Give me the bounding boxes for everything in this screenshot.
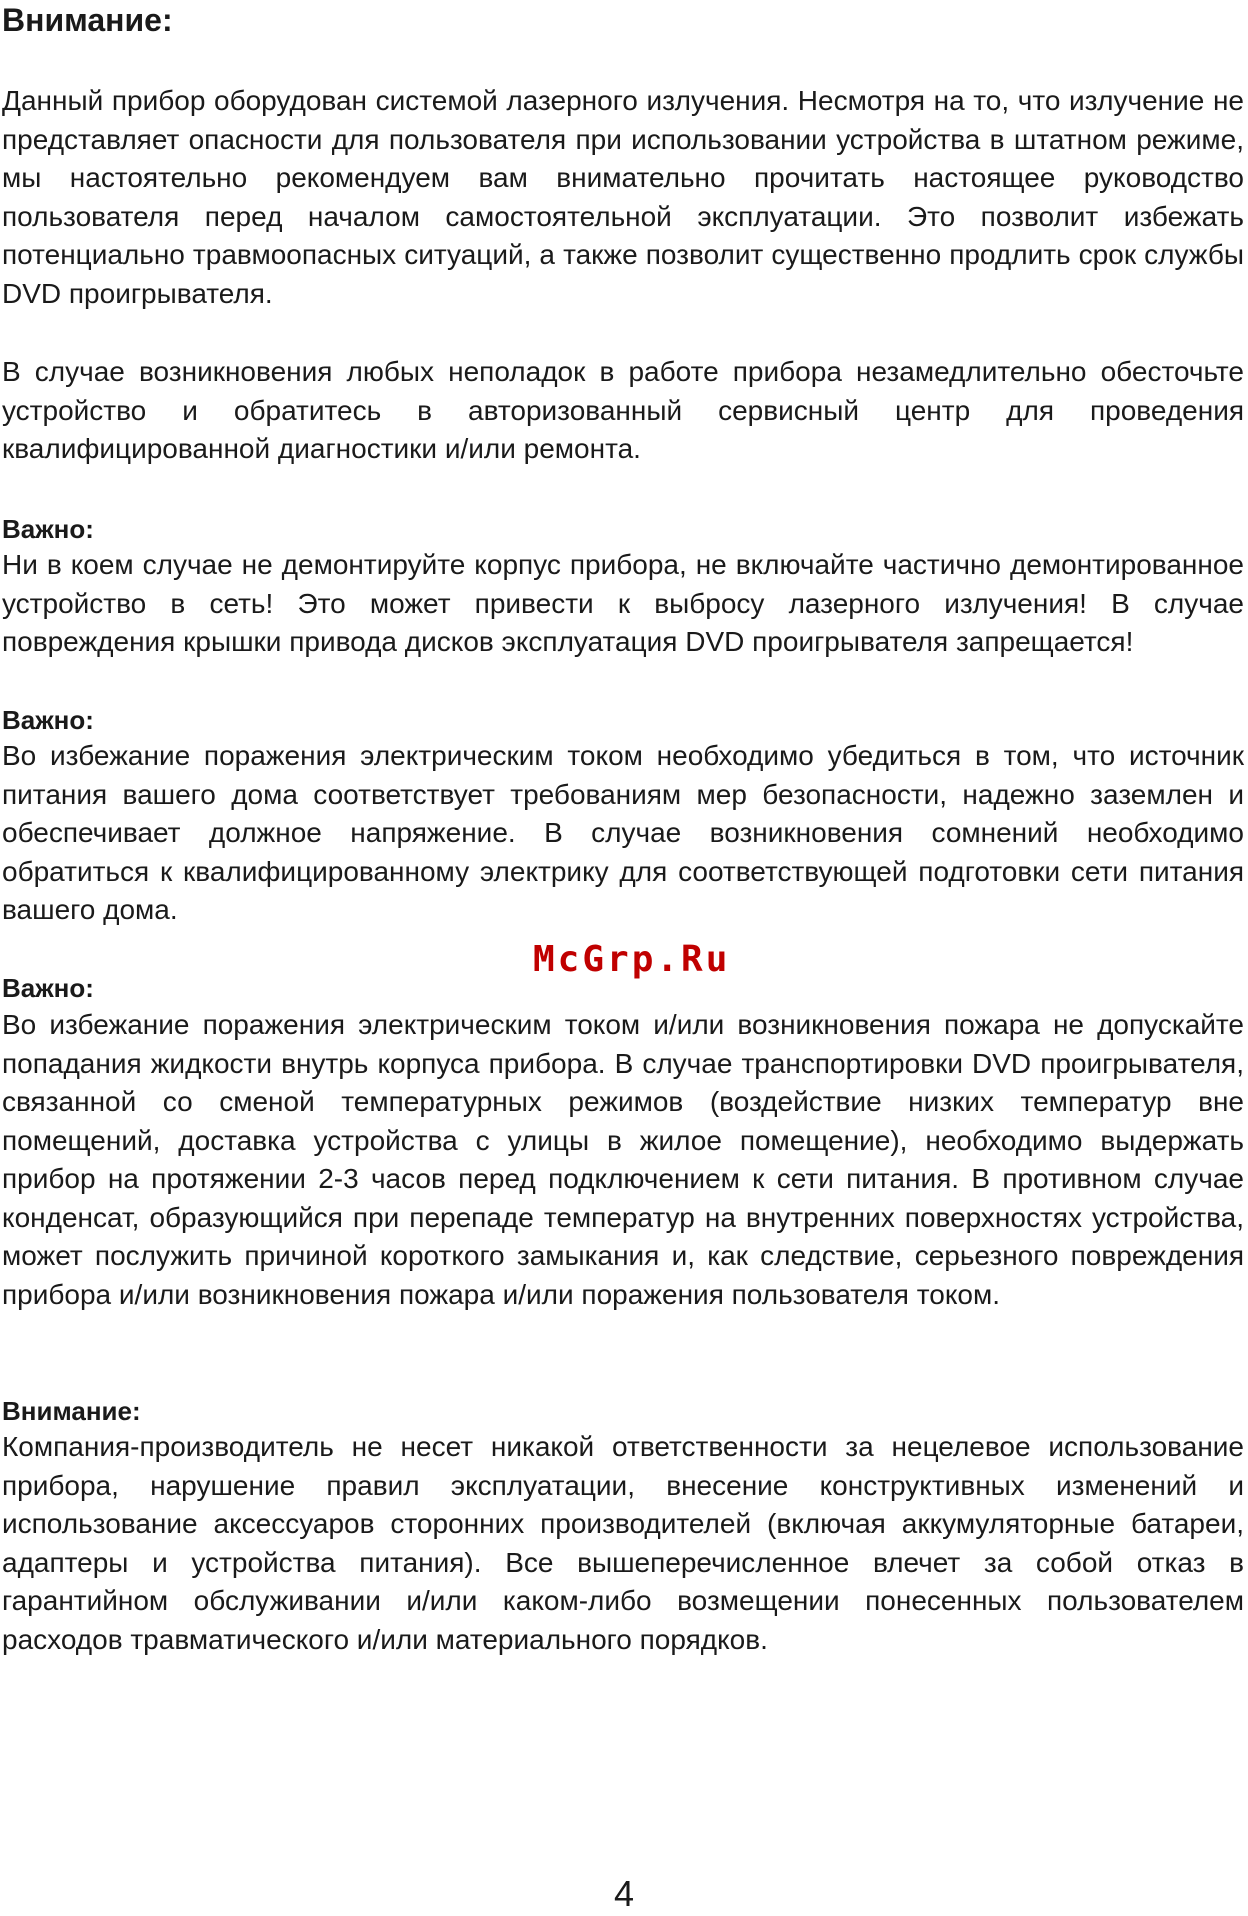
page-heading: Внимание:: [2, 2, 173, 38]
malfunction-paragraph: В случае возникновения любых неполадок в работе прибора незамедлительно обесточьте устройство и обратитесь в авторизованный сервисный центр для проведения квалифицированной диагностики и/или ремонта.: [2, 356, 1244, 464]
liquid-condensation-paragraph: Во избежание поражения электрическим током и/или возникновения пожара не допускайте попадания жидкости внутрь корпуса прибора. В случае транспортировки DVD проигрывателя, связанной со сменой температурных режимов (воздействие низких температур вне помещений, доставка устройства с улицы в жилое помещение), необходимо выдержать прибор на протяжении 2-3 часов перед подключением к сети питания. В противном случае конденсат, образующийся при перепаде температур на внутренних поверхностях устройства, может послужить причиной короткого замыкания и, как следствие, серьезного повреждения прибора и/или возникновения пожара и/или поражения пользователя током.: [2, 1009, 1244, 1310]
important-label-3: Важно:: [2, 973, 94, 1003]
important-label-1: Важно:: [2, 514, 94, 544]
intro-paragraph: Данный прибор оборудован системой лазерного излучения. Несмотря на то, что излучение не представляет опасности для пользователя при использовании устройства в штатном режиме, мы настоятельно рекомендуем вам внимательно прочитать настоящее руководство пользователя перед началом самостоятельной эксплуатации. Это позволит избежать потенциально травмоопасных ситуаций, а также позволит существенно продлить срок службы DVD проигрывателя.: [2, 85, 1244, 309]
power-source-paragraph: Во избежание поражения электрическим током необходимо убедиться в том, что источник питания вашего дома соответствует требованиям мер безопасности, надежно заземлен и обеспечивает должное напряжение. В случае возникновения сомнений необходимо обратиться к квалифицированному электрику для соответствующей подготовки сети питания вашего дома.: [2, 740, 1244, 925]
attention-label: Внимание:: [2, 1396, 141, 1426]
page-number: 4: [613, 1873, 635, 1914]
watermark-logo: McGrp.Ru: [533, 939, 731, 980]
casing-warning-paragraph: Ни в коем случае не демонтируйте корпус прибора, не включайте частично демонтированное устройство в сеть! Это может привести к выбросу лазерного излучения! В случае повреждения крышки привода дисков эксплуатация DVD проигрывателя запрещается!: [2, 549, 1244, 657]
important-label-2: Важно:: [2, 705, 94, 735]
liability-paragraph: Компания-производитель не несет никакой ответственности за нецелевое использование прибора, нарушение правил эксплуатации, внесение конструктивных изменений и использование аксессуаров сторонних производителей (включая аккумуляторные батареи, адаптеры и устройства питания). Все вышеперечисленное влечет за собой отказ в гарантийном обслуживании и/или каком-либо возмещении понесенных пользователем расходов травматического и/или материального порядков.: [2, 1431, 1244, 1655]
